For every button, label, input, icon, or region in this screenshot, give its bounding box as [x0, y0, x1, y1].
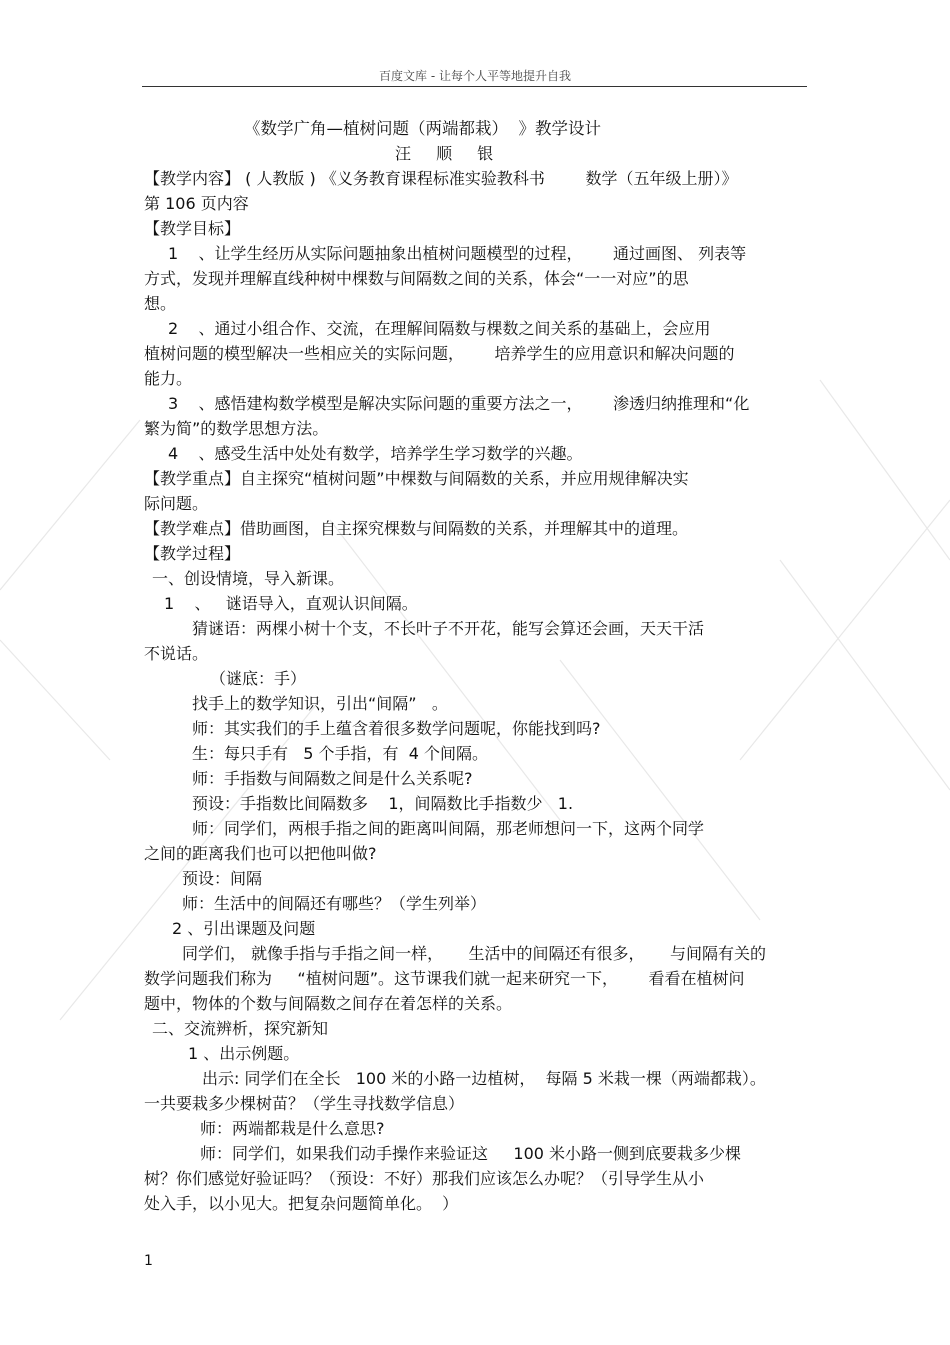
text-line: 1 、让学生经历从实际问题抽象出植树问题模型的过程， 通过画图、 列表等	[168, 244, 747, 263]
text-line: 想。	[144, 294, 177, 313]
section-heading: 【教学重点】自主探究“植树问题”中棵数与间隔数的关系，并应用规律解决实	[144, 469, 689, 488]
text-line: 第 106 页内容	[144, 194, 249, 213]
page-header: 百度文库 - 让每个人平等地提升自我	[379, 69, 571, 83]
page-number: 1	[144, 1253, 153, 1269]
text-line: 方式，发现并理解直线种树中棵数与间隔数之间的关系，体会“一一对应”的思	[144, 269, 689, 288]
section-heading: 【教学难点】借助画图，自主探究棵数与间隔数的关系，并理解其中的道理。	[144, 519, 689, 538]
text-line: 师：同学们，两根手指之间的距离叫间隔，那老师想问一下，这两个同学	[192, 819, 705, 838]
text-line: 师：其实我们的手上蕴含着很多数学问题呢，你能找到吗?	[192, 719, 601, 738]
section-heading: 【教学过程】	[144, 544, 241, 563]
text-line: 师：两端都栽是什么意思?	[200, 1119, 385, 1138]
text-line: 师：生活中的间隔还有哪些？（学生列举）	[182, 894, 487, 913]
text-line: 【教学内容】 ( 人教版 ) 《义务教育课程标准实验教科书 数学（五年级上册）》	[144, 169, 738, 188]
text-line: 预设：间隔	[182, 869, 263, 888]
text-line: 1 、出示例题。	[188, 1044, 300, 1063]
text-line: 际问题。	[144, 494, 209, 513]
text-line: 能力。	[144, 369, 193, 388]
section-subheading: 二、交流辨析，探究新知	[152, 1019, 329, 1038]
text-line: 师：同学们，如果我们动手操作来验证这 100 米小路一侧到底要栽多少棵	[200, 1144, 742, 1163]
text-line: 数学问题我们称为 “植树问题”。这节课我们就一起来研究一下， 看看在植树问	[144, 969, 745, 988]
text-line: 预设：手指数比间隔数多 1，间隔数比手指数少 1.	[192, 794, 574, 813]
text-line: 植树问题的模型解决一些相应关的实际问题， 培养学生的应用意识和解决问题的	[144, 344, 735, 363]
text-line: 出示: 同学们在全长 100 米的小路一边植树， 每隔 5 米栽一棵（两端都栽）。	[202, 1069, 766, 1088]
text-line: 猜谜语：两棵小树十个支，不长叶子不开花，能写会算还会画，天天干活	[192, 619, 705, 638]
section-subheading: 一、创设情境，导入新课。	[152, 569, 345, 588]
document-title: 《数学广角—植树问题（两端都栽） 》教学设计	[244, 119, 601, 138]
text-line: 处入手，以小见大。把复杂问题简单化。 ）	[144, 1194, 459, 1213]
text-line: （谜底：手）	[210, 669, 307, 688]
text-line: 树？你们感觉好验证吗？（预设：不好）那我们应该怎么办呢？（引导学生从小	[144, 1169, 705, 1188]
text-line: 繁为简”的数学思想方法。	[144, 419, 329, 438]
text-line: 找手上的数学知识，引出“间隔” 。	[192, 694, 448, 713]
text-line: 不说话。	[144, 644, 209, 663]
text-line: 同学们， 就像手指与手指之间一样， 生活中的间隔还有很多， 与间隔有关的	[182, 944, 766, 963]
text-line: 2 、引出课题及问题	[172, 919, 316, 938]
text-line: 4 、感受生活中处处有数学，培养学生学习数学的兴趣。	[168, 444, 583, 463]
text-line: 生：每只手有 5 个手指，有 4 个间隔。	[192, 744, 488, 763]
document-author: 汪 顺 银	[395, 144, 504, 163]
text-line: 1 、 谜语导入，直观认识间隔。	[164, 594, 418, 613]
header-divider	[142, 86, 807, 87]
text-line: 师：手指数与间隔数之间是什么关系呢?	[192, 769, 473, 788]
section-heading: 【教学目标】	[144, 219, 241, 238]
text-line: 一共要栽多少棵树苗？（学生寻找数学信息）	[144, 1094, 465, 1113]
text-line: 3 、感悟建构数学模型是解决实际问题的重要方法之一， 渗透归纳推理和“化	[168, 394, 750, 413]
text-line: 之间的距离我们也可以把他叫做?	[144, 844, 377, 863]
text-line: 2 、通过小组合作、交流，在理解间隔数与棵数之间关系的基础上，会应用	[168, 319, 711, 338]
text-line: 题中，物体的个数与间隔数之间存在着怎样的关系。	[144, 994, 513, 1013]
